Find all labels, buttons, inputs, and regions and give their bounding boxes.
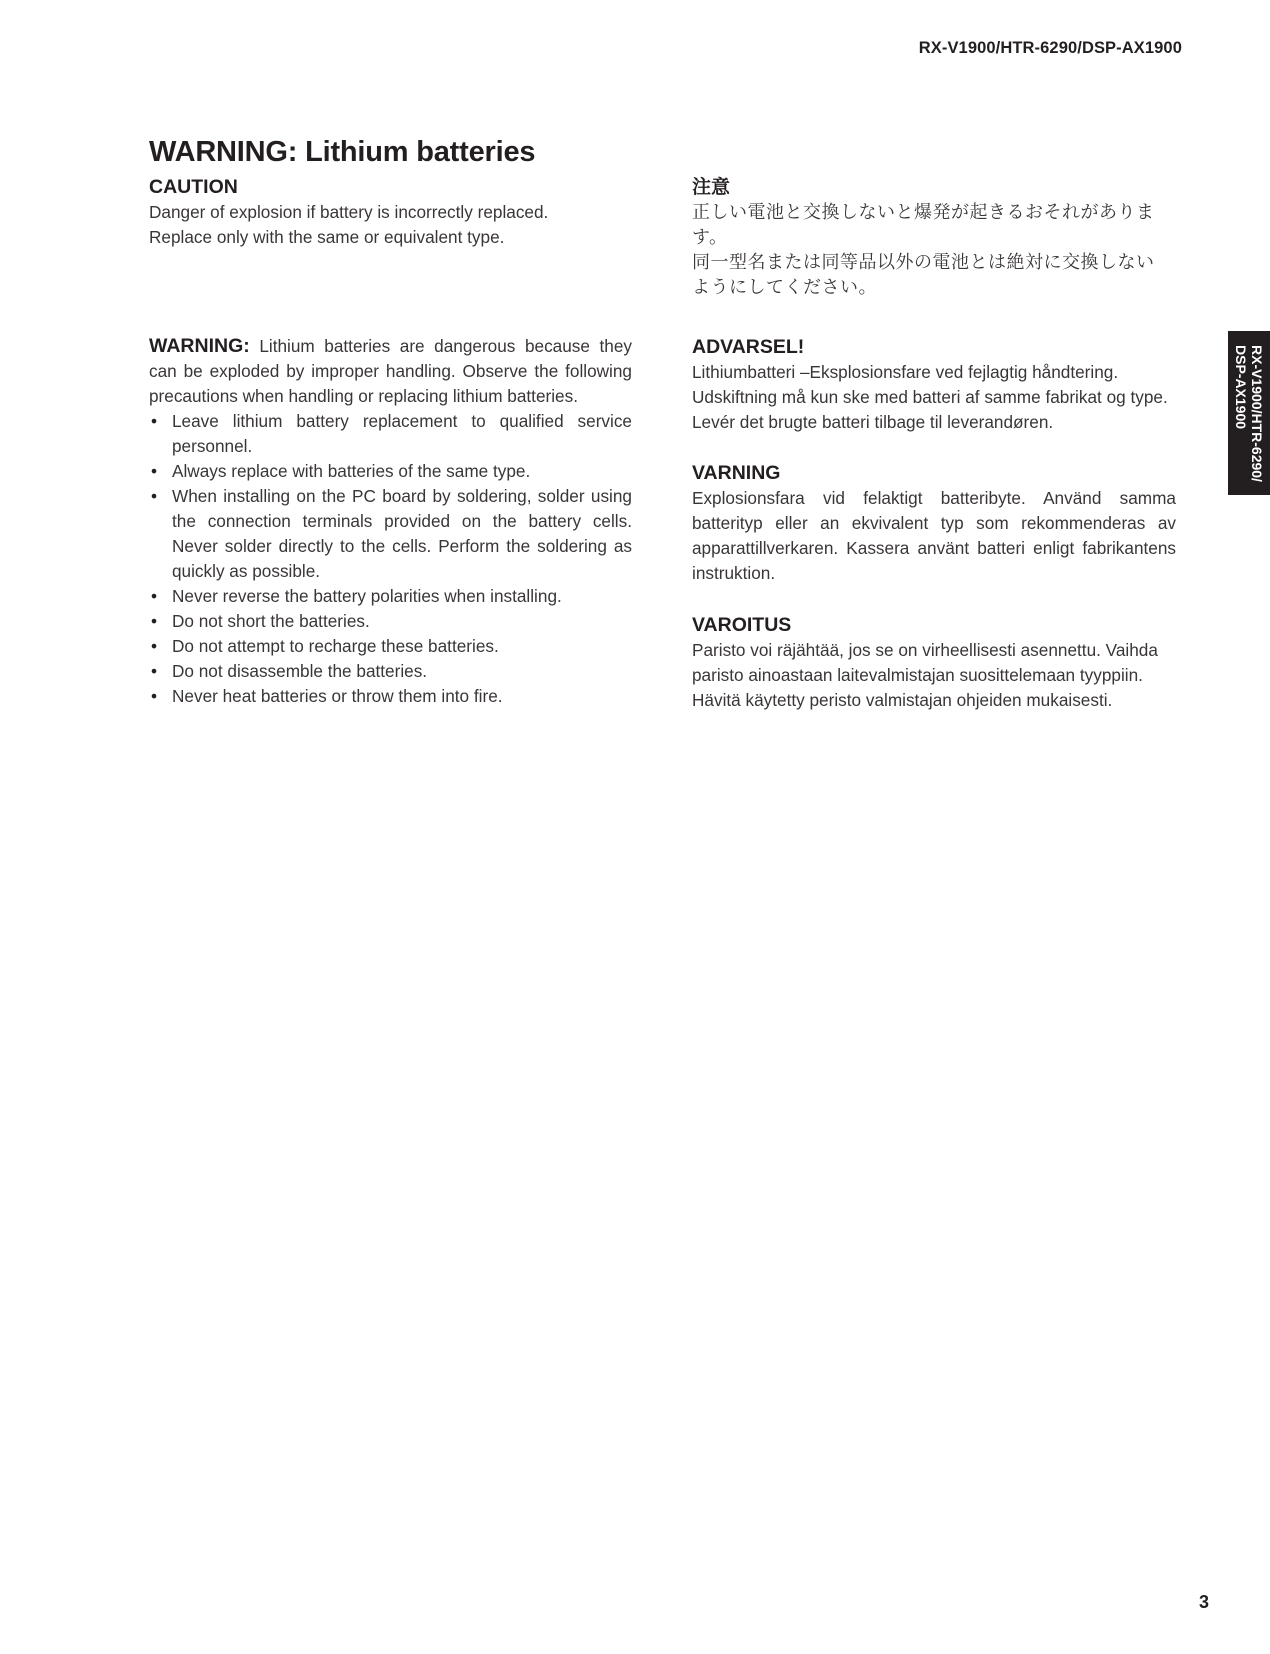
caution-line-1: Danger of explosion if battery is incorrectly replaced. [149, 202, 549, 222]
japanese-heading: 注意 [692, 176, 731, 198]
bullet-icon: • [151, 686, 158, 706]
caution-section [149, 174, 632, 250]
bullet-icon: • [151, 611, 158, 631]
finnish-heading: VAROITUS [692, 614, 792, 636]
side-tab-line-1: RX-V1900/HTR-6290/ [1249, 344, 1265, 482]
finnish-warning-section [692, 612, 1176, 713]
list-item-text: Always replace with batteries of the same type. [172, 461, 531, 481]
danish-warning-section [692, 334, 1176, 435]
side-tab-label [1233, 345, 1265, 482]
japanese-line-2: す。 [692, 227, 728, 248]
list-item [149, 684, 632, 709]
list-item-text: Do not attempt to recharge these batteries. [172, 636, 499, 656]
list-item [149, 634, 632, 659]
finnish-text: Paristo voi räjähtää, jos se on virheellisesti asennettu. Vaihda paristo ainoastaan laitevalmistajan suosittelemaan tyyppiin. Hävitä käytetty peristo valmistajan ohjeiden mukaisesti. [692, 640, 1158, 710]
page-number: 3 [1199, 1592, 1210, 1612]
list-item-text: Do not short the batteries. [172, 611, 370, 631]
page-title: WARNING: Lithium batteries [149, 136, 536, 168]
swedish-warning-section [692, 460, 1176, 586]
list-item [149, 609, 632, 634]
bullet-icon: • [151, 486, 158, 506]
caution-heading: CAUTION [149, 176, 238, 198]
list-item [149, 459, 632, 484]
precaution-list [149, 409, 632, 709]
bullet-icon: • [151, 586, 158, 606]
warning-section [149, 334, 632, 709]
list-item-text: Never heat batteries or throw them into fire. [172, 686, 503, 706]
bullet-icon: • [151, 661, 158, 681]
list-item [149, 409, 632, 459]
swedish-heading: VARNING [692, 462, 781, 484]
list-item-text: Do not disassemble the batteries. [172, 661, 428, 681]
danish-text: Lithiumbatteri –Eksplosionsfare ved fejlagtig håndtering. Udskiftning må kun ske med batteri af samme fabrikat og type. Levér det brugte batteri tilbage til leverandøren. [692, 362, 1168, 432]
header-model-number: RX-V1900/HTR-6290/DSP-AX1900 [918, 39, 1182, 57]
warning-paragraph [149, 334, 632, 409]
side-tab-line-2: DSP-AX1900 [1233, 344, 1249, 429]
side-tab-model [1228, 331, 1270, 495]
list-item-text: When installing on the PC board by soldering, solder using the connection terminals provided on the battery cells. Never solder directly to the cells. Perform the soldering as quickly as possible. [172, 486, 632, 581]
bullet-icon: • [151, 636, 158, 656]
danish-heading: ADVARSEL! [692, 336, 805, 358]
bullet-icon: • [151, 461, 158, 481]
warning-lead: WARNING: [149, 335, 250, 357]
swedish-text: Explosionsfara vid felaktigt batteribyte. Använd samma batterityp eller an ekvivalent typ som rekommenderas av apparattillverkaren. Kassera använt batteri enligt fabrikantens instruktion. [692, 488, 1176, 583]
list-item-text: Leave lithium battery replacement to qualified service personnel. [172, 411, 632, 456]
japanese-line-1: 正しい電池と交換しないと爆発が起きるおそれがありま [692, 202, 1155, 223]
bullet-icon: • [151, 411, 158, 431]
japanese-line-3: 同一型名または同等品以外の電池とは絶対に交換しない [692, 252, 1155, 273]
warning-text: Lithium batteries are dangerous because they can be exploded by improper handling. Observe the following precautions when handling or replacing lithium batteries. [149, 336, 632, 406]
list-item [149, 484, 632, 584]
list-item [149, 659, 632, 684]
list-item [149, 584, 632, 609]
caution-line-2: Replace only with the same or equivalent type. [149, 227, 505, 247]
list-item-text: Never reverse the battery polarities when installing. [172, 586, 562, 606]
japanese-line-4: ようにしてください。 [692, 277, 877, 298]
japanese-caution-section [692, 174, 1176, 300]
